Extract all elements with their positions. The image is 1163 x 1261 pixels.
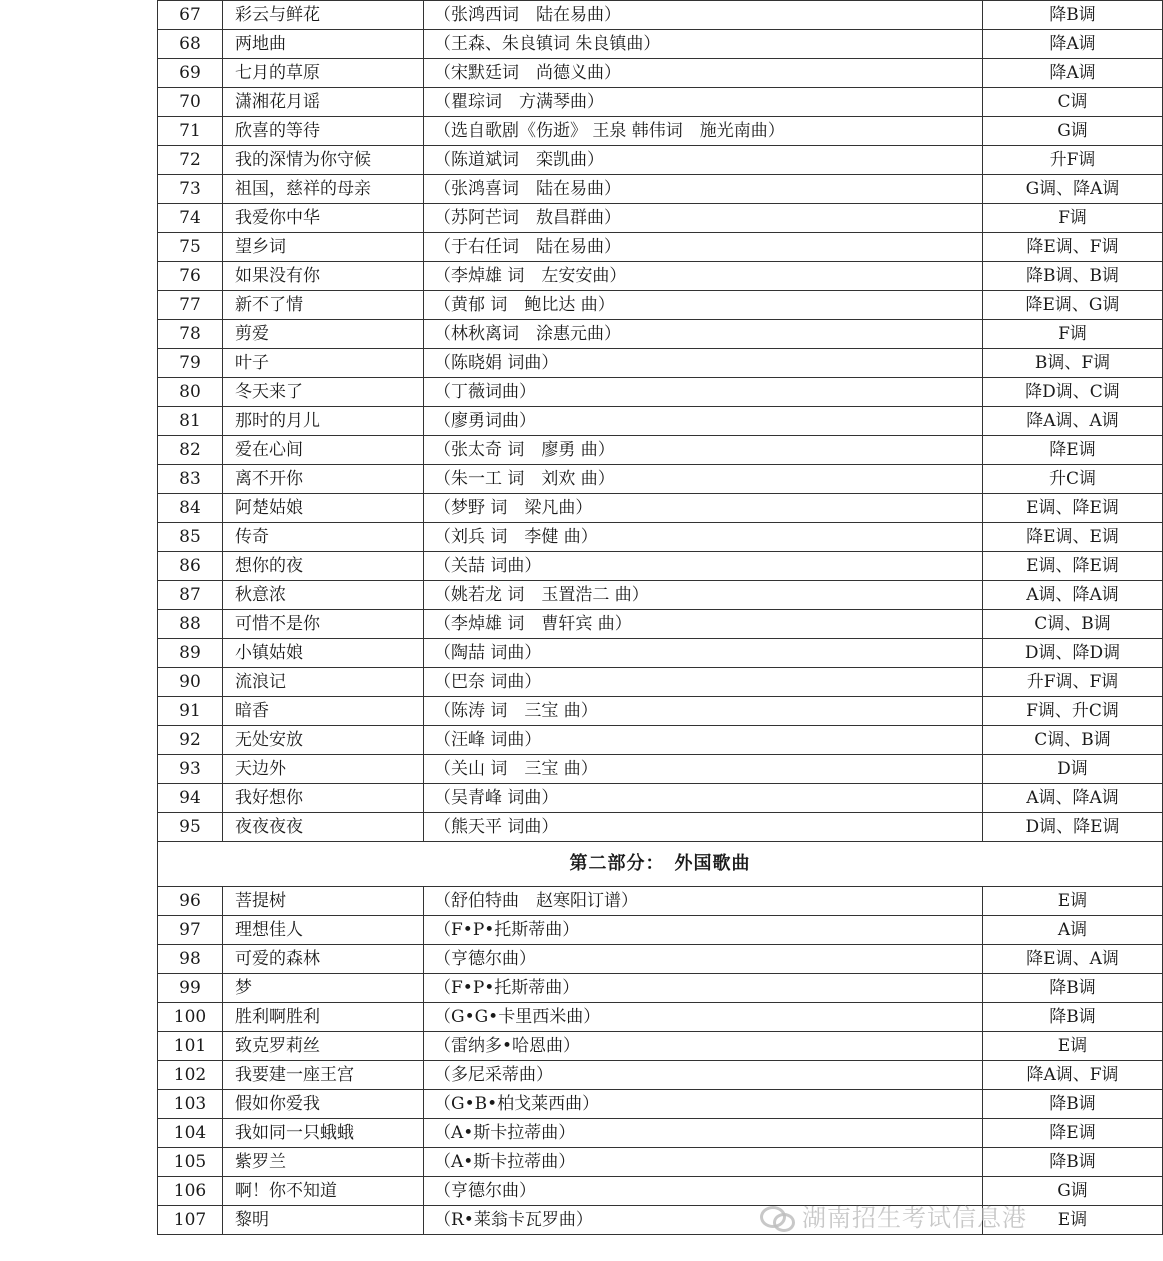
song-title: 暗香: [223, 697, 424, 726]
table-row: [158, 1003, 1163, 1032]
section-title: 第二部分： 外国歌曲: [158, 842, 1163, 887]
song-credit: （关山 词 三宝 曲）: [424, 755, 983, 784]
song-credit: （G•B•柏戈莱西曲）: [424, 1090, 983, 1119]
song-number: 69: [158, 59, 223, 88]
song-credit: （王森、朱良镇词 朱良镇曲）: [424, 30, 983, 59]
song-key: 降B调: [983, 1090, 1163, 1119]
song-credit: （亨德尔曲）: [424, 1177, 983, 1206]
song-key: 降E调、A调: [983, 945, 1163, 974]
song-number: 83: [158, 465, 223, 494]
song-number: 86: [158, 552, 223, 581]
song-title: 我爱你中华: [223, 204, 424, 233]
song-number: 80: [158, 378, 223, 407]
table-row: [158, 639, 1163, 668]
wechat-icon: [760, 1204, 794, 1228]
table-row: [158, 1090, 1163, 1119]
song-title: 天边外: [223, 755, 424, 784]
song-number: 67: [158, 1, 223, 30]
song-key: 降E调、F调: [983, 233, 1163, 262]
song-number: 91: [158, 697, 223, 726]
table-row: [158, 974, 1163, 1003]
watermark: [760, 1198, 1027, 1233]
watermark-text: 湖南招生考试信息港: [802, 1204, 1027, 1232]
song-title: 秋意浓: [223, 581, 424, 610]
song-credit: （张鸿喜词 陆在易曲）: [424, 175, 983, 204]
table-row: [158, 581, 1163, 610]
song-key: 降D调、C调: [983, 378, 1163, 407]
song-credit: （陈晓娟 词曲）: [424, 349, 983, 378]
table-row: [158, 726, 1163, 755]
song-number: 73: [158, 175, 223, 204]
table-row: [158, 1032, 1163, 1061]
song-credit: （李焯雄 词 左安安曲）: [424, 262, 983, 291]
song-title: 两地曲: [223, 30, 424, 59]
song-title: 我好想你: [223, 784, 424, 813]
table-row: [158, 668, 1163, 697]
table-row: [158, 887, 1163, 916]
song-number: 85: [158, 523, 223, 552]
song-key: G调: [983, 117, 1163, 146]
song-title: 欣喜的等待: [223, 117, 424, 146]
song-title: 夜夜夜夜: [223, 813, 424, 842]
song-key: 降E调、E调: [983, 523, 1163, 552]
song-key: 降B调: [983, 1148, 1163, 1177]
song-number: 88: [158, 610, 223, 639]
song-credit: （陈涛 词 三宝 曲）: [424, 697, 983, 726]
song-key: 降A调: [983, 30, 1163, 59]
song-list-table: [157, 0, 1163, 1235]
song-credit: （张鸿西词 陆在易曲）: [424, 1, 983, 30]
song-key: G调、降A调: [983, 175, 1163, 204]
song-number: 77: [158, 291, 223, 320]
table-row: [158, 784, 1163, 813]
song-key: E调: [983, 1206, 1163, 1235]
song-key: D调、降E调: [983, 813, 1163, 842]
table-row: [158, 117, 1163, 146]
song-key: 降E调: [983, 436, 1163, 465]
song-title: 那时的月儿: [223, 407, 424, 436]
song-title: 我如同一只蛾蛾: [223, 1119, 424, 1148]
song-credit: （F•P•托斯蒂曲）: [424, 974, 983, 1003]
song-key: 降B调: [983, 974, 1163, 1003]
song-credit: （丁薇词曲）: [424, 378, 983, 407]
song-title: 新不了情: [223, 291, 424, 320]
song-key: 降A调: [983, 59, 1163, 88]
song-credit: （R•莱翁卡瓦罗曲）: [424, 1206, 983, 1235]
song-title: 紫罗兰: [223, 1148, 424, 1177]
table-row: [158, 59, 1163, 88]
song-key: E调、降E调: [983, 494, 1163, 523]
song-number: 79: [158, 349, 223, 378]
song-number: 95: [158, 813, 223, 842]
part-two-rows: [158, 887, 1163, 1235]
table-row: [158, 610, 1163, 639]
song-key: E调: [983, 1032, 1163, 1061]
song-title: 爱在心间: [223, 436, 424, 465]
table-row: [158, 146, 1163, 175]
song-credit: （黄郁 词 鲍比达 曲）: [424, 291, 983, 320]
table-row: [158, 291, 1163, 320]
table-row: [158, 916, 1163, 945]
song-credit: （舒伯特曲 赵寒阳订谱）: [424, 887, 983, 916]
song-key: A调、降A调: [983, 581, 1163, 610]
song-key: C调、B调: [983, 610, 1163, 639]
song-number: 74: [158, 204, 223, 233]
song-title: 小镇姑娘: [223, 639, 424, 668]
song-number: 96: [158, 887, 223, 916]
song-number: 68: [158, 30, 223, 59]
song-title: 传奇: [223, 523, 424, 552]
song-number: 103: [158, 1090, 223, 1119]
song-title: 我要建一座王宫: [223, 1061, 424, 1090]
table-row: [158, 378, 1163, 407]
song-credit: （A•斯卡拉蒂曲）: [424, 1119, 983, 1148]
song-key: F调、升C调: [983, 697, 1163, 726]
table-row: [158, 349, 1163, 378]
song-number: 90: [158, 668, 223, 697]
section-header-body: [158, 842, 1163, 887]
song-key: D调、降D调: [983, 639, 1163, 668]
song-title: 望乡词: [223, 233, 424, 262]
song-number: 102: [158, 1061, 223, 1090]
section-header-row: [158, 842, 1163, 887]
table-row: [158, 204, 1163, 233]
song-title: 黎明: [223, 1206, 424, 1235]
song-credit: （巴奈 词曲）: [424, 668, 983, 697]
song-key: C调、B调: [983, 726, 1163, 755]
song-key: 降B调: [983, 1003, 1163, 1032]
song-number: 97: [158, 916, 223, 945]
song-title: 理想佳人: [223, 916, 424, 945]
song-key: 降E调、G调: [983, 291, 1163, 320]
song-key: 降B调: [983, 1, 1163, 30]
song-key: E调、降E调: [983, 552, 1163, 581]
song-credit: （雷纳多•哈恩曲）: [424, 1032, 983, 1061]
song-key: B调、F调: [983, 349, 1163, 378]
song-credit: （汪峰 词曲）: [424, 726, 983, 755]
song-title: 潇湘花月谣: [223, 88, 424, 117]
song-number: 106: [158, 1177, 223, 1206]
table-row: [158, 755, 1163, 784]
table-row: [158, 436, 1163, 465]
song-title: 胜利啊胜利: [223, 1003, 424, 1032]
song-credit: （朱一工 词 刘欢 曲）: [424, 465, 983, 494]
table-row: [158, 1148, 1163, 1177]
table-row: [158, 262, 1163, 291]
song-key: D调: [983, 755, 1163, 784]
song-title: 冬天来了: [223, 378, 424, 407]
table-row: [158, 1119, 1163, 1148]
table-row: [158, 697, 1163, 726]
song-title: 叶子: [223, 349, 424, 378]
song-number: 75: [158, 233, 223, 262]
song-title: 致克罗莉丝: [223, 1032, 424, 1061]
song-credit: （亨德尔曲）: [424, 945, 983, 974]
song-credit: （瞿琮词 方满琴曲）: [424, 88, 983, 117]
song-number: 72: [158, 146, 223, 175]
song-title: 七月的草原: [223, 59, 424, 88]
song-number: 104: [158, 1119, 223, 1148]
song-number: 93: [158, 755, 223, 784]
song-title: 假如你爱我: [223, 1090, 424, 1119]
song-title: 梦: [223, 974, 424, 1003]
table-row: [158, 465, 1163, 494]
table-row: [158, 30, 1163, 59]
song-credit: （选自歌剧《伤逝》 王泉 韩伟词 施光南曲）: [424, 117, 983, 146]
song-credit: （陶喆 词曲）: [424, 639, 983, 668]
song-key: 升C调: [983, 465, 1163, 494]
table-row: [158, 88, 1163, 117]
song-credit: （F•P•托斯蒂曲）: [424, 916, 983, 945]
table-row: [158, 175, 1163, 204]
song-number: 89: [158, 639, 223, 668]
song-title: 我的深情为你守候: [223, 146, 424, 175]
table-row: [158, 1061, 1163, 1090]
song-number: 76: [158, 262, 223, 291]
song-title: 阿楚姑娘: [223, 494, 424, 523]
song-key: F调: [983, 320, 1163, 349]
table-row: [158, 552, 1163, 581]
song-number: 87: [158, 581, 223, 610]
song-credit: （苏阿芒词 敖昌群曲）: [424, 204, 983, 233]
song-key: 降E调: [983, 1119, 1163, 1148]
song-credit: （廖勇词曲）: [424, 407, 983, 436]
song-credit: （A•斯卡拉蒂曲）: [424, 1148, 983, 1177]
table-row: [158, 523, 1163, 552]
song-credit: （刘兵 词 李健 曲）: [424, 523, 983, 552]
table-row: [158, 1, 1163, 30]
song-credit: （李焯雄 词 曹轩宾 曲）: [424, 610, 983, 639]
song-key: G调: [983, 1177, 1163, 1206]
song-key: E调: [983, 887, 1163, 916]
song-title: 可爱的森林: [223, 945, 424, 974]
song-key: A调、降A调: [983, 784, 1163, 813]
song-credit: （张太奇 词 廖勇 曲）: [424, 436, 983, 465]
song-number: 98: [158, 945, 223, 974]
song-number: 92: [158, 726, 223, 755]
song-title: 啊！你不知道: [223, 1177, 424, 1206]
song-number: 107: [158, 1206, 223, 1235]
song-title: 流浪记: [223, 668, 424, 697]
song-key: 降A调、F调: [983, 1061, 1163, 1090]
song-number: 78: [158, 320, 223, 349]
song-title: 无处安放: [223, 726, 424, 755]
song-key: 降B调、B调: [983, 262, 1163, 291]
song-number: 100: [158, 1003, 223, 1032]
song-number: 71: [158, 117, 223, 146]
song-credit: （梦野 词 梁凡曲）: [424, 494, 983, 523]
table-row: [158, 320, 1163, 349]
song-credit: （熊天平 词曲）: [424, 813, 983, 842]
song-credit: （林秋离词 涂惠元曲）: [424, 320, 983, 349]
song-key: F调: [983, 204, 1163, 233]
song-credit: （于右任词 陆在易曲）: [424, 233, 983, 262]
song-credit: （陈道斌词 栾凯曲）: [424, 146, 983, 175]
song-credit: （多尼采蒂曲）: [424, 1061, 983, 1090]
song-credit: （姚若龙 词 玉置浩二 曲）: [424, 581, 983, 610]
song-key: 降A调、A调: [983, 407, 1163, 436]
song-number: 101: [158, 1032, 223, 1061]
song-number: 84: [158, 494, 223, 523]
table-row: [158, 494, 1163, 523]
song-key: A调: [983, 916, 1163, 945]
song-number: 105: [158, 1148, 223, 1177]
song-title: 菩提树: [223, 887, 424, 916]
song-number: 82: [158, 436, 223, 465]
song-number: 70: [158, 88, 223, 117]
song-credit: （宋默廷词 尚德义曲）: [424, 59, 983, 88]
song-title: 可惜不是你: [223, 610, 424, 639]
song-title: 剪爱: [223, 320, 424, 349]
table-row: [158, 407, 1163, 436]
table-row: [158, 813, 1163, 842]
song-number: 99: [158, 974, 223, 1003]
song-credit: （关喆 词曲）: [424, 552, 983, 581]
song-credit: （吴青峰 词曲）: [424, 784, 983, 813]
song-key: 升F调: [983, 146, 1163, 175]
song-title: 离不开你: [223, 465, 424, 494]
table-row: [158, 945, 1163, 974]
part-one-rows: [158, 1, 1163, 842]
table-row: [158, 233, 1163, 262]
song-number: 94: [158, 784, 223, 813]
song-title: 想你的夜: [223, 552, 424, 581]
song-key: C调: [983, 88, 1163, 117]
song-title: 祖国，慈祥的母亲: [223, 175, 424, 204]
song-number: 81: [158, 407, 223, 436]
song-title: 如果没有你: [223, 262, 424, 291]
song-credit: （G•G•卡里西米曲）: [424, 1003, 983, 1032]
song-title: 彩云与鲜花: [223, 1, 424, 30]
song-key: 升F调、F调: [983, 668, 1163, 697]
